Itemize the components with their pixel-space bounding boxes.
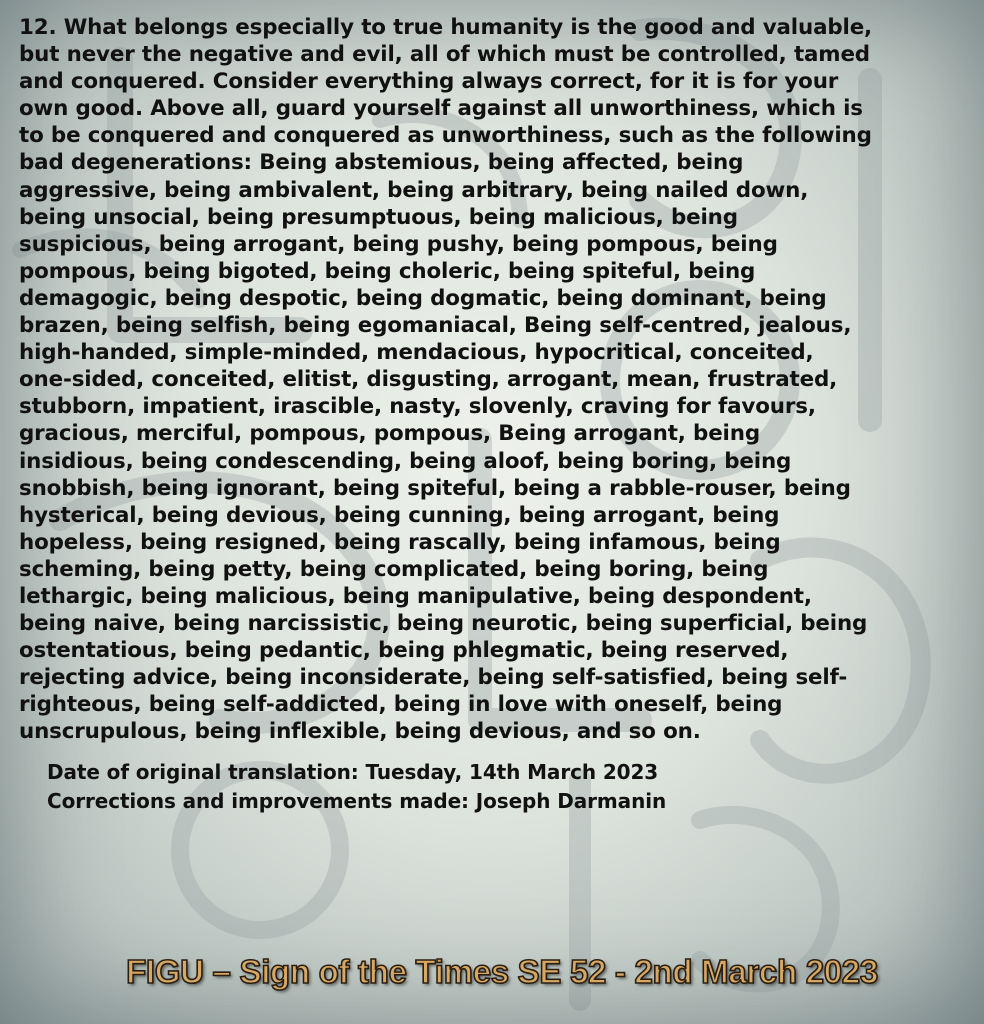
credits-block [47,758,969,816]
document-body [19,14,969,816]
main-paragraph: 12. What belongs especially to true humanity is the good and valuable, but never the negative and evil, all of which must be controlled, tamed and conquered. Consider everything always correct, for it is for your own good. Above all, guard yourself against all unworthiness, which is to be conquered and conquered as unworthiness, such as the following bad degenerations: Being abstemious, being affected, being aggressive, being ambivalent, being arbitrary, being nailed down, being unsocial, being presumptuous, being malicious, being suspicious, being arrogant, being pushy, being pompous, being pompous, being bigoted, being choleric, being spiteful, being demagogic, being despotic, being dogmatic, being dominant, being brazen, being selfish, being egomaniacal, Being self-centred, jealous, high-handed, simple-minded, mendacious, hypocritical, conceited, one-sided, conceited, elitist, disgusting, arrogant, mean, frustrated, stubborn, impatient, irascible, nasty, slovenly, craving for favours, gracious, merciful, pompous, pompous, Being arrogant, being insidious, being condescending, being aloof, being boring, being snobbish, being ignorant, being spiteful, being a rabble-rouser, being hysterical, being devious, being cunning, being arrogant, being hopeless, being resigned, being rascally, being infamous, being scheming, being petty, being complicated, being boring, being lethargic, being malicious, being manipulative, being despondent, being naive, being narcissistic, being neurotic, being superficial, being ostentatious, being pedantic, being phlegmatic, being reserved, rejecting advice, being inconsiderate, being self-satisfied, being self- righteous, being self-addicted, being in love with oneself, being unscrupulous, being inflexible, being devious, and so on. [19,15,873,745]
translation-date: Date of original translation: Tuesday, 14th March 2023 [47,759,659,784]
corrections-credit: Corrections and improvements made: Joseph Darmanin [47,788,667,813]
footer-banner: FIGU – Sign of the Times SE 52 - 2nd March 2023 [126,953,878,990]
